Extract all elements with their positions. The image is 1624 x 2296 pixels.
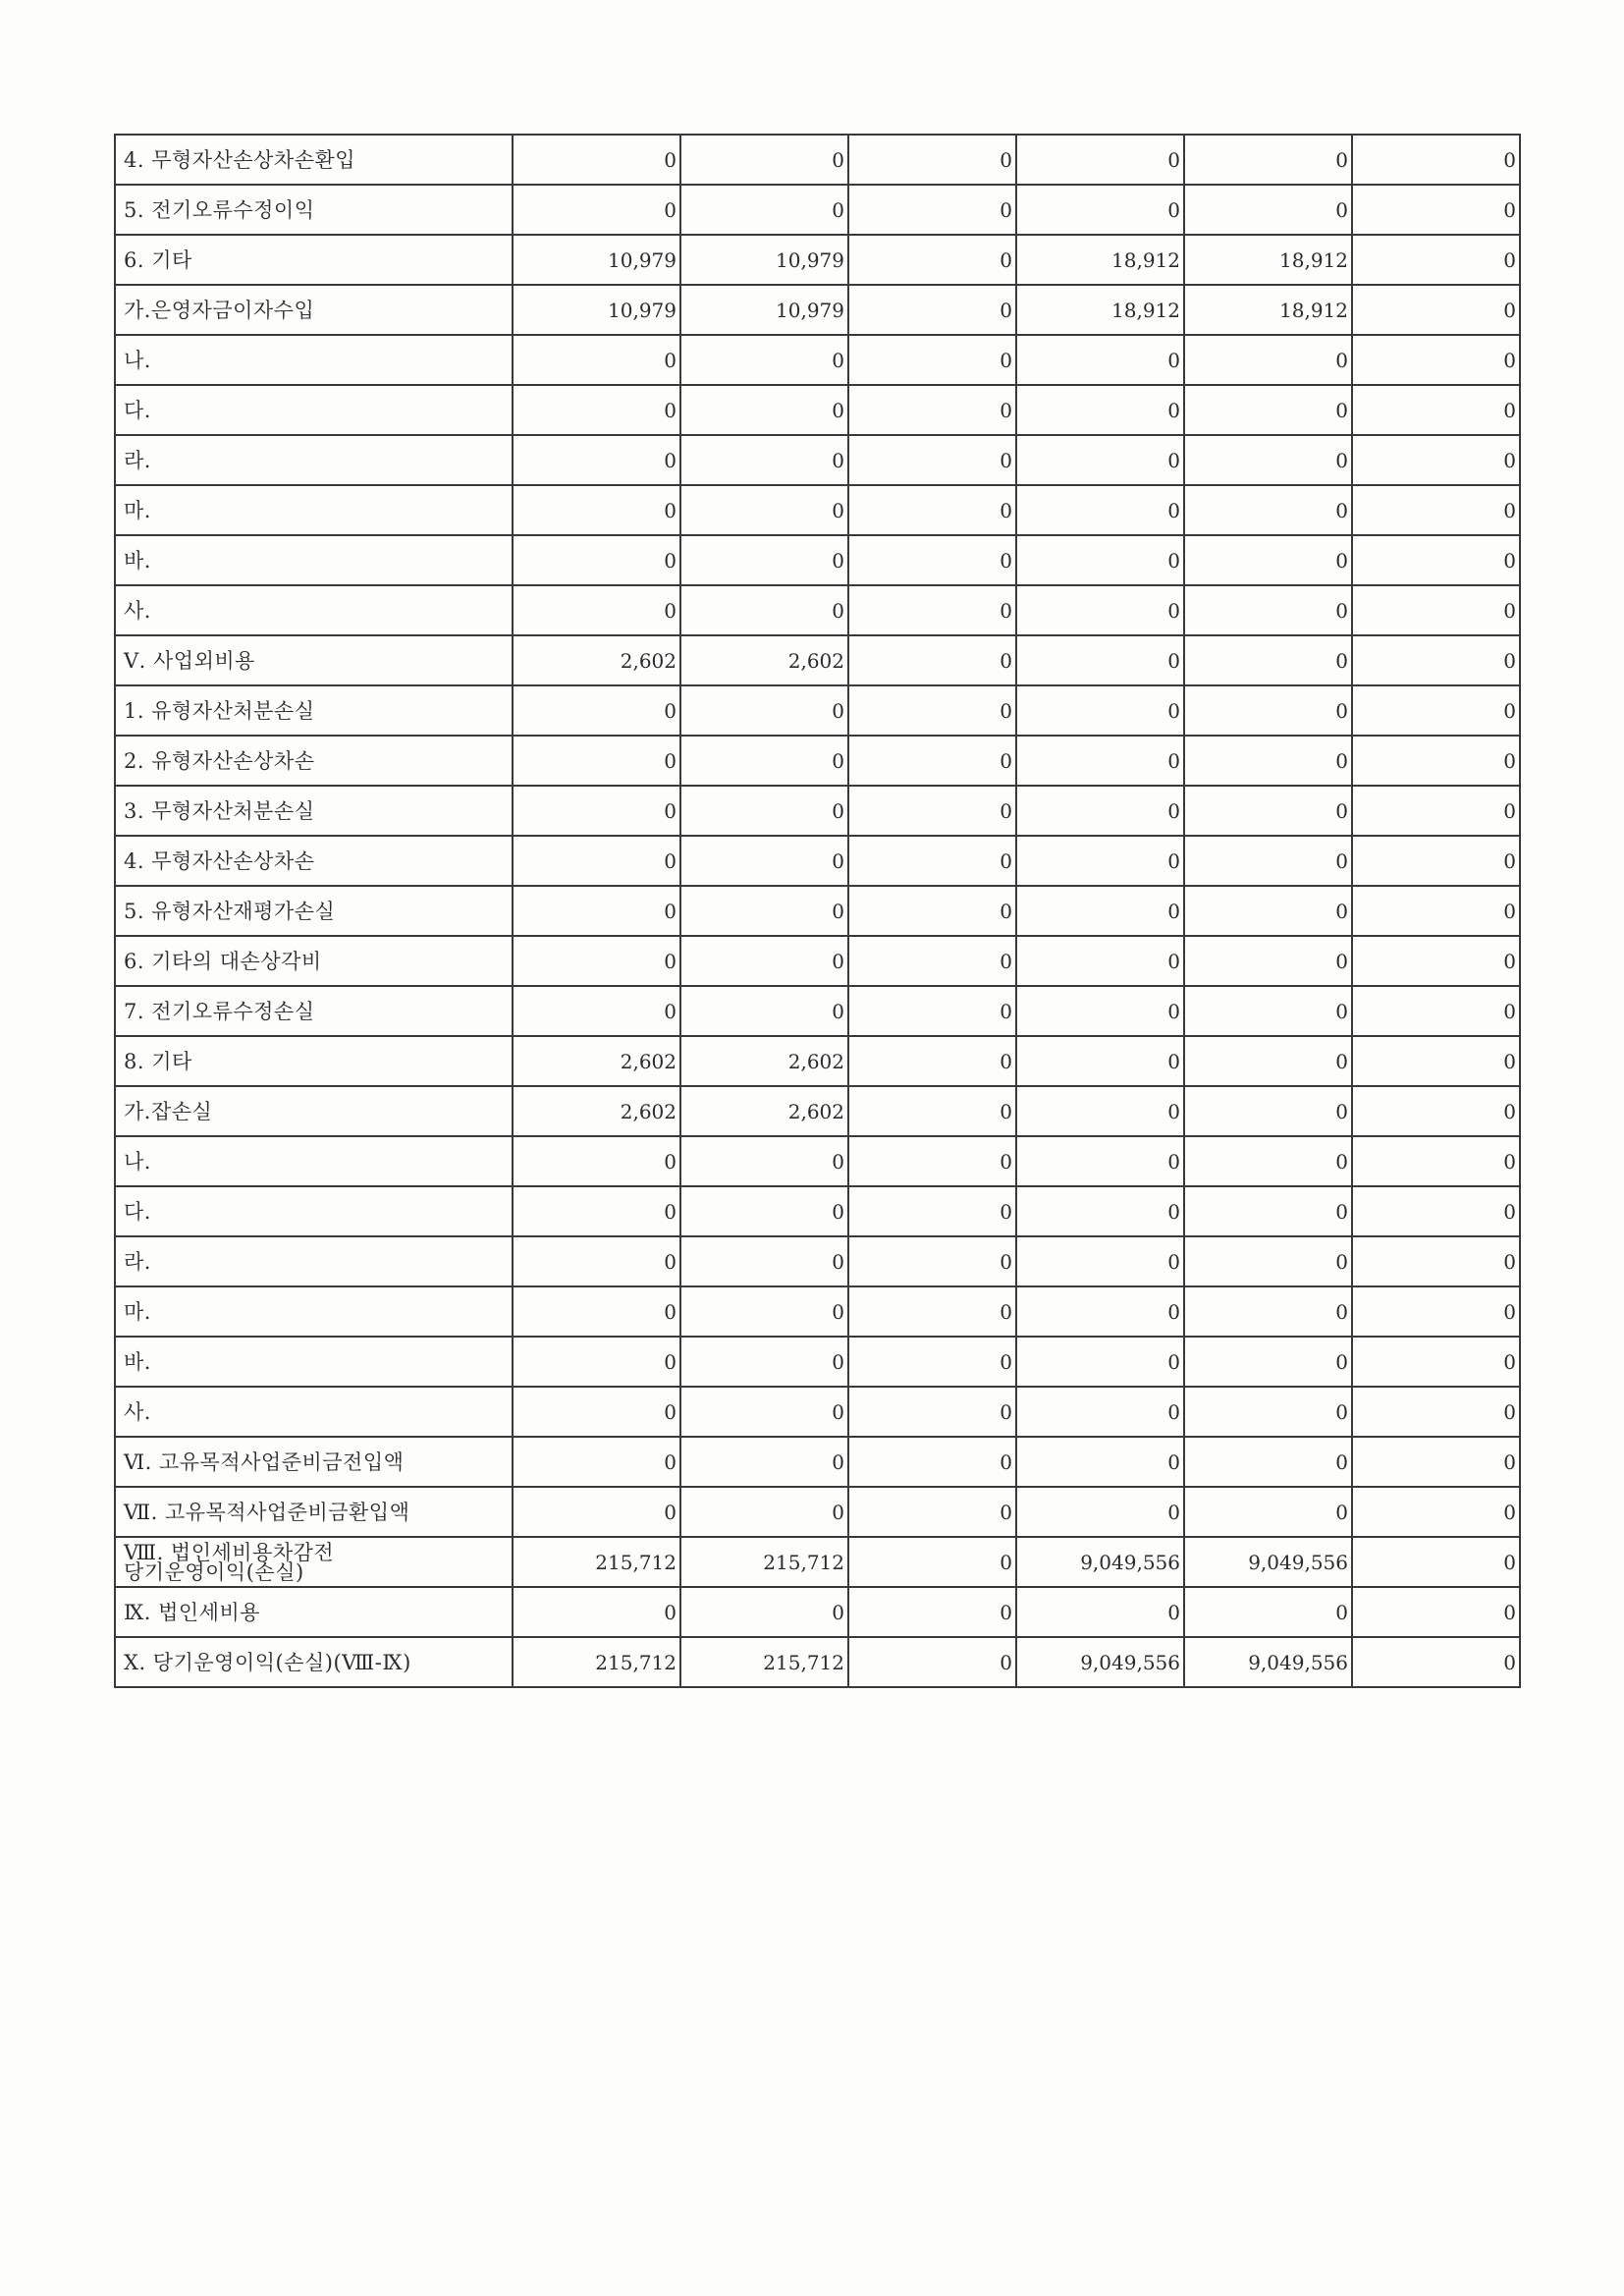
amount-cell-col-2: 0	[680, 135, 848, 185]
row-label: 나.	[124, 348, 151, 372]
amount-cell-col-1: 0	[513, 135, 680, 185]
amount-cell-col-3: 0	[848, 535, 1016, 585]
amount-cell-col-2: 0	[680, 836, 848, 886]
amount-cell-col-5: 0	[1184, 1086, 1352, 1136]
row-label-cell	[115, 235, 513, 285]
amount-cell-col-5: 0	[1184, 1186, 1352, 1236]
row-label: 라.	[124, 1249, 151, 1274]
amount-cell-col-2: 0	[680, 485, 848, 535]
amount-cell-col-4: 0	[1016, 1086, 1184, 1136]
amount-cell-col-6: 0	[1352, 1387, 1520, 1437]
amount-cell-col-5: 0	[1184, 1387, 1352, 1437]
table-body	[115, 135, 1520, 1687]
amount-cell-col-5: 0	[1184, 135, 1352, 185]
amount-cell-col-6: 0	[1352, 235, 1520, 285]
amount-cell-col-5: 9,049,556	[1184, 1637, 1352, 1687]
row-label-cell	[115, 1537, 513, 1587]
amount-cell-col-1: 0	[513, 385, 680, 435]
amount-cell-col-4: 0	[1016, 1286, 1184, 1337]
amount-cell-col-2: 0	[680, 886, 848, 936]
amount-cell-col-2: 0	[680, 335, 848, 385]
amount-cell-col-1: 0	[513, 535, 680, 585]
amount-cell-col-3: 0	[848, 1136, 1016, 1186]
amount-cell-col-6: 0	[1352, 986, 1520, 1036]
amount-cell-col-2: 0	[680, 936, 848, 986]
amount-cell-col-6: 0	[1352, 1036, 1520, 1086]
row-label: 6. 기타	[124, 247, 192, 272]
amount-cell-col-6: 0	[1352, 1136, 1520, 1186]
amount-cell-col-6: 0	[1352, 485, 1520, 535]
amount-cell-col-4: 0	[1016, 1337, 1184, 1387]
table-row	[115, 1186, 1520, 1236]
amount-cell-col-3: 0	[848, 1637, 1016, 1687]
amount-cell-col-2: 0	[680, 1487, 848, 1537]
amount-cell-col-1: 10,979	[513, 235, 680, 285]
amount-cell-col-6: 0	[1352, 435, 1520, 485]
amount-cell-col-2: 0	[680, 435, 848, 485]
amount-cell-col-1: 0	[513, 585, 680, 635]
amount-cell-col-5: 0	[1184, 1136, 1352, 1186]
amount-cell-col-1: 2,602	[513, 1036, 680, 1086]
amount-cell-col-5: 0	[1184, 1286, 1352, 1337]
amount-cell-col-2: 2,602	[680, 1036, 848, 1086]
amount-cell-col-6: 0	[1352, 635, 1520, 685]
amount-cell-col-5: 0	[1184, 585, 1352, 635]
amount-cell-col-6: 0	[1352, 585, 1520, 635]
amount-cell-col-3: 0	[848, 836, 1016, 886]
amount-cell-col-6: 0	[1352, 135, 1520, 185]
amount-cell-col-6: 0	[1352, 936, 1520, 986]
table-row	[115, 1487, 1520, 1537]
amount-cell-col-3: 0	[848, 1337, 1016, 1387]
table-row	[115, 1587, 1520, 1637]
amount-cell-col-1: 0	[513, 1587, 680, 1637]
row-label-cell	[115, 986, 513, 1036]
amount-cell-col-1: 0	[513, 1186, 680, 1236]
row-label-cell	[115, 1286, 513, 1337]
table-row	[115, 836, 1520, 886]
row-label: 바.	[124, 1349, 151, 1374]
table-row	[115, 1236, 1520, 1286]
row-label: 1. 유형자산처분손실	[124, 698, 315, 723]
row-label: 7. 전기오류수정손실	[124, 999, 315, 1023]
row-label-cell	[115, 886, 513, 936]
amount-cell-col-1: 0	[513, 1387, 680, 1437]
amount-cell-col-4: 0	[1016, 135, 1184, 185]
amount-cell-col-1: 2,602	[513, 635, 680, 685]
amount-cell-col-6: 0	[1352, 1286, 1520, 1337]
amount-cell-col-6: 0	[1352, 1487, 1520, 1537]
table-row	[115, 535, 1520, 585]
row-label: 바.	[124, 548, 151, 573]
row-label-cell	[115, 585, 513, 635]
row-label-cell	[115, 635, 513, 685]
amount-cell-col-4: 0	[1016, 535, 1184, 585]
amount-cell-col-3: 0	[848, 685, 1016, 736]
table-row	[115, 485, 1520, 535]
table-row	[115, 1437, 1520, 1487]
amount-cell-col-6: 0	[1352, 185, 1520, 235]
amount-cell-col-2: 0	[680, 986, 848, 1036]
row-label: 가.은영자금이자수입	[124, 298, 315, 322]
row-label: Ⅹ. 당기운영이익(손실)(Ⅷ-Ⅸ)	[124, 1650, 411, 1674]
table-row	[115, 285, 1520, 335]
amount-cell-col-3: 0	[848, 1186, 1016, 1236]
amount-cell-col-4: 0	[1016, 1136, 1184, 1186]
table-row	[115, 435, 1520, 485]
amount-cell-col-3: 0	[848, 1286, 1016, 1337]
amount-cell-col-4: 0	[1016, 1036, 1184, 1086]
amount-cell-col-6: 0	[1352, 285, 1520, 335]
amount-cell-col-2: 0	[680, 1337, 848, 1387]
amount-cell-col-2: 0	[680, 685, 848, 736]
row-label-cell	[115, 1186, 513, 1236]
amount-cell-col-5: 0	[1184, 335, 1352, 385]
amount-cell-col-4: 0	[1016, 185, 1184, 235]
amount-cell-col-2: 0	[680, 1186, 848, 1236]
row-label-cell	[115, 1337, 513, 1387]
amount-cell-col-1: 2,602	[513, 1086, 680, 1136]
table-row	[115, 585, 1520, 635]
amount-cell-col-2: 10,979	[680, 235, 848, 285]
amount-cell-col-5: 0	[1184, 1587, 1352, 1637]
amount-cell-col-2: 0	[680, 1236, 848, 1286]
table-row	[115, 1337, 1520, 1387]
row-label: 가.잡손실	[124, 1099, 213, 1123]
row-label: 다.	[124, 1199, 151, 1224]
amount-cell-col-4: 0	[1016, 986, 1184, 1036]
amount-cell-col-1: 0	[513, 1487, 680, 1537]
amount-cell-col-3: 0	[848, 235, 1016, 285]
amount-cell-col-6: 0	[1352, 685, 1520, 736]
amount-cell-col-3: 0	[848, 285, 1016, 335]
amount-cell-col-3: 0	[848, 435, 1016, 485]
row-label: 4. 무형자산손상차손	[124, 848, 315, 873]
amount-cell-col-6: 0	[1352, 1186, 1520, 1236]
amount-cell-col-4: 9,049,556	[1016, 1537, 1184, 1587]
amount-cell-col-5: 0	[1184, 986, 1352, 1036]
amount-cell-col-3: 0	[848, 1236, 1016, 1286]
amount-cell-col-5: 0	[1184, 936, 1352, 986]
amount-cell-col-5: 0	[1184, 1036, 1352, 1086]
amount-cell-col-6: 0	[1352, 836, 1520, 886]
amount-cell-col-6: 0	[1352, 886, 1520, 936]
table-row	[115, 1086, 1520, 1136]
row-label: 라.	[124, 448, 151, 472]
amount-cell-col-5: 0	[1184, 485, 1352, 535]
row-label-cell	[115, 736, 513, 786]
amount-cell-col-5: 0	[1184, 435, 1352, 485]
amount-cell-col-1: 10,979	[513, 285, 680, 335]
amount-cell-col-5: 18,912	[1184, 235, 1352, 285]
table-row	[115, 185, 1520, 235]
amount-cell-col-3: 0	[848, 1036, 1016, 1086]
row-label: 8. 기타	[124, 1049, 192, 1073]
amount-cell-col-6: 0	[1352, 1587, 1520, 1637]
amount-cell-col-4: 0	[1016, 1387, 1184, 1437]
row-label-cell	[115, 1437, 513, 1487]
amount-cell-col-2: 0	[680, 736, 848, 786]
row-label-cell	[115, 435, 513, 485]
table-row	[115, 886, 1520, 936]
amount-cell-col-3: 0	[848, 135, 1016, 185]
row-label: 다.	[124, 398, 151, 422]
amount-cell-col-6: 0	[1352, 786, 1520, 836]
row-label-cell	[115, 285, 513, 335]
table-row	[115, 1036, 1520, 1086]
amount-cell-col-4: 18,912	[1016, 285, 1184, 335]
amount-cell-col-3: 0	[848, 1437, 1016, 1487]
amount-cell-col-1: 0	[513, 786, 680, 836]
row-label: Ⅸ. 법인세비용	[124, 1600, 261, 1624]
amount-cell-col-2: 0	[680, 1587, 848, 1637]
amount-cell-col-4: 0	[1016, 335, 1184, 385]
row-label: 3. 무형자산처분손실	[124, 798, 315, 823]
amount-cell-col-6: 0	[1352, 1236, 1520, 1286]
row-label: 사.	[124, 598, 151, 623]
amount-cell-col-5: 0	[1184, 886, 1352, 936]
row-label-cell	[115, 385, 513, 435]
amount-cell-col-4: 0	[1016, 485, 1184, 535]
amount-cell-col-1: 0	[513, 335, 680, 385]
row-label: Ⅶ. 고유목적사업준비금환입액	[124, 1500, 410, 1524]
row-label: 4. 무형자산손상차손환입	[124, 147, 356, 172]
amount-cell-col-4: 0	[1016, 1186, 1184, 1236]
amount-cell-col-4: 0	[1016, 585, 1184, 635]
row-label: 5. 유형자산재평가손실	[124, 899, 336, 923]
table-row	[115, 936, 1520, 986]
table-row	[115, 1537, 1520, 1587]
amount-cell-col-5: 0	[1184, 385, 1352, 435]
amount-cell-col-1: 0	[513, 936, 680, 986]
amount-cell-col-6: 0	[1352, 535, 1520, 585]
amount-cell-col-4: 0	[1016, 1587, 1184, 1637]
amount-cell-col-4: 0	[1016, 786, 1184, 836]
row-label-cell	[115, 135, 513, 185]
amount-cell-col-4: 0	[1016, 385, 1184, 435]
row-label-cell	[115, 1587, 513, 1637]
row-label: Ⅵ. 고유목적사업준비금전입액	[124, 1449, 405, 1474]
amount-cell-col-3: 0	[848, 1086, 1016, 1136]
amount-cell-col-3: 0	[848, 736, 1016, 786]
amount-cell-col-6: 0	[1352, 1637, 1520, 1687]
amount-cell-col-4: 0	[1016, 635, 1184, 685]
amount-cell-col-6: 0	[1352, 1337, 1520, 1387]
amount-cell-col-3: 0	[848, 335, 1016, 385]
amount-cell-col-1: 0	[513, 1337, 680, 1387]
row-label-cell	[115, 1136, 513, 1186]
amount-cell-col-3: 0	[848, 635, 1016, 685]
row-label-cell	[115, 685, 513, 736]
amount-cell-col-2: 0	[680, 1286, 848, 1337]
amount-cell-col-1: 0	[513, 485, 680, 535]
income-statement-table	[114, 134, 1521, 1688]
amount-cell-col-1: 215,712	[513, 1637, 680, 1687]
row-label-cell	[115, 485, 513, 535]
amount-cell-col-4: 0	[1016, 936, 1184, 986]
table-row	[115, 135, 1520, 185]
amount-cell-col-1: 0	[513, 886, 680, 936]
amount-cell-col-1: 0	[513, 986, 680, 1036]
row-label-cell	[115, 1036, 513, 1086]
amount-cell-col-1: 0	[513, 1286, 680, 1337]
amount-cell-col-2: 0	[680, 1387, 848, 1437]
amount-cell-col-2: 215,712	[680, 1537, 848, 1587]
amount-cell-col-1: 0	[513, 1236, 680, 1286]
amount-cell-col-5: 0	[1184, 535, 1352, 585]
amount-cell-col-4: 0	[1016, 886, 1184, 936]
row-label-cell	[115, 836, 513, 886]
amount-cell-col-3: 0	[848, 1537, 1016, 1587]
row-label-line-1: Ⅷ. 법인세비용차감전	[124, 1540, 335, 1564]
amount-cell-col-2: 0	[680, 385, 848, 435]
row-label: 나.	[124, 1149, 151, 1174]
amount-cell-col-3: 0	[848, 485, 1016, 535]
amount-cell-col-2: 0	[680, 535, 848, 585]
amount-cell-col-4: 0	[1016, 685, 1184, 736]
amount-cell-col-5: 0	[1184, 786, 1352, 836]
row-label: 2. 유형자산손상차손	[124, 748, 315, 773]
amount-cell-col-1: 0	[513, 1136, 680, 1186]
amount-cell-col-5: 9,049,556	[1184, 1537, 1352, 1587]
amount-cell-col-2: 0	[680, 786, 848, 836]
amount-cell-col-3: 0	[848, 1487, 1016, 1537]
row-label: Ⅴ. 사업외비용	[124, 648, 255, 673]
amount-cell-col-4: 0	[1016, 836, 1184, 886]
table-row	[115, 235, 1520, 285]
row-label-cell	[115, 936, 513, 986]
amount-cell-col-5: 0	[1184, 685, 1352, 736]
amount-cell-col-4: 0	[1016, 1487, 1184, 1537]
amount-cell-col-4: 0	[1016, 1236, 1184, 1286]
row-label-cell	[115, 185, 513, 235]
amount-cell-col-1: 215,712	[513, 1537, 680, 1587]
table-row	[115, 1286, 1520, 1337]
amount-cell-col-5: 0	[1184, 1337, 1352, 1387]
amount-cell-col-1: 0	[513, 435, 680, 485]
amount-cell-col-3: 0	[848, 185, 1016, 235]
amount-cell-col-2: 0	[680, 1136, 848, 1186]
amount-cell-col-3: 0	[848, 986, 1016, 1036]
row-label-cell	[115, 535, 513, 585]
amount-cell-col-4: 0	[1016, 1437, 1184, 1487]
table-row	[115, 1637, 1520, 1687]
row-label: 마.	[124, 1299, 151, 1324]
row-label-cell	[115, 335, 513, 385]
amount-cell-col-6: 0	[1352, 385, 1520, 435]
row-label-cell	[115, 1086, 513, 1136]
table-row	[115, 986, 1520, 1036]
table-row	[115, 786, 1520, 836]
amount-cell-col-6: 0	[1352, 736, 1520, 786]
row-label-cell	[115, 1487, 513, 1537]
amount-cell-col-6: 0	[1352, 1086, 1520, 1136]
table-row	[115, 385, 1520, 435]
row-label-cell	[115, 1637, 513, 1687]
amount-cell-col-5: 0	[1184, 736, 1352, 786]
row-label-line-2: 당기운영이익(손실)	[124, 1559, 304, 1584]
amount-cell-col-3: 0	[848, 1387, 1016, 1437]
amount-cell-col-2: 0	[680, 585, 848, 635]
amount-cell-col-6: 0	[1352, 1437, 1520, 1487]
row-label-cell	[115, 1236, 513, 1286]
amount-cell-col-2: 215,712	[680, 1637, 848, 1687]
row-label: 사.	[124, 1399, 151, 1424]
row-label: 5. 전기오류수정이익	[124, 197, 315, 222]
amount-cell-col-2: 2,602	[680, 1086, 848, 1136]
amount-cell-col-5: 0	[1184, 635, 1352, 685]
amount-cell-col-5: 18,912	[1184, 285, 1352, 335]
amount-cell-col-1: 0	[513, 736, 680, 786]
amount-cell-col-3: 0	[848, 1587, 1016, 1637]
row-label: 6. 기타의 대손상각비	[124, 949, 322, 973]
table-row	[115, 335, 1520, 385]
amount-cell-col-1: 0	[513, 836, 680, 886]
amount-cell-col-5: 0	[1184, 1437, 1352, 1487]
table-row	[115, 1136, 1520, 1186]
amount-cell-col-4: 0	[1016, 736, 1184, 786]
table-row	[115, 1387, 1520, 1437]
amount-cell-col-1: 0	[513, 1437, 680, 1487]
amount-cell-col-2: 0	[680, 185, 848, 235]
amount-cell-col-1: 0	[513, 685, 680, 736]
row-label: 마.	[124, 498, 151, 522]
table-row	[115, 635, 1520, 685]
amount-cell-col-1: 0	[513, 185, 680, 235]
amount-cell-col-4: 18,912	[1016, 235, 1184, 285]
amount-cell-col-5: 0	[1184, 185, 1352, 235]
amount-cell-col-6: 0	[1352, 1537, 1520, 1587]
row-label-cell	[115, 1387, 513, 1437]
table-row	[115, 736, 1520, 786]
amount-cell-col-3: 0	[848, 786, 1016, 836]
row-label-cell	[115, 786, 513, 836]
amount-cell-col-3: 0	[848, 936, 1016, 986]
amount-cell-col-3: 0	[848, 886, 1016, 936]
amount-cell-col-6: 0	[1352, 335, 1520, 385]
amount-cell-col-5: 0	[1184, 836, 1352, 886]
amount-cell-col-2: 10,979	[680, 285, 848, 335]
amount-cell-col-2: 2,602	[680, 635, 848, 685]
amount-cell-col-2: 0	[680, 1437, 848, 1487]
amount-cell-col-4: 0	[1016, 435, 1184, 485]
amount-cell-col-3: 0	[848, 385, 1016, 435]
amount-cell-col-3: 0	[848, 585, 1016, 635]
table-row	[115, 685, 1520, 736]
amount-cell-col-4: 9,049,556	[1016, 1637, 1184, 1687]
amount-cell-col-5: 0	[1184, 1487, 1352, 1537]
amount-cell-col-5: 0	[1184, 1236, 1352, 1286]
